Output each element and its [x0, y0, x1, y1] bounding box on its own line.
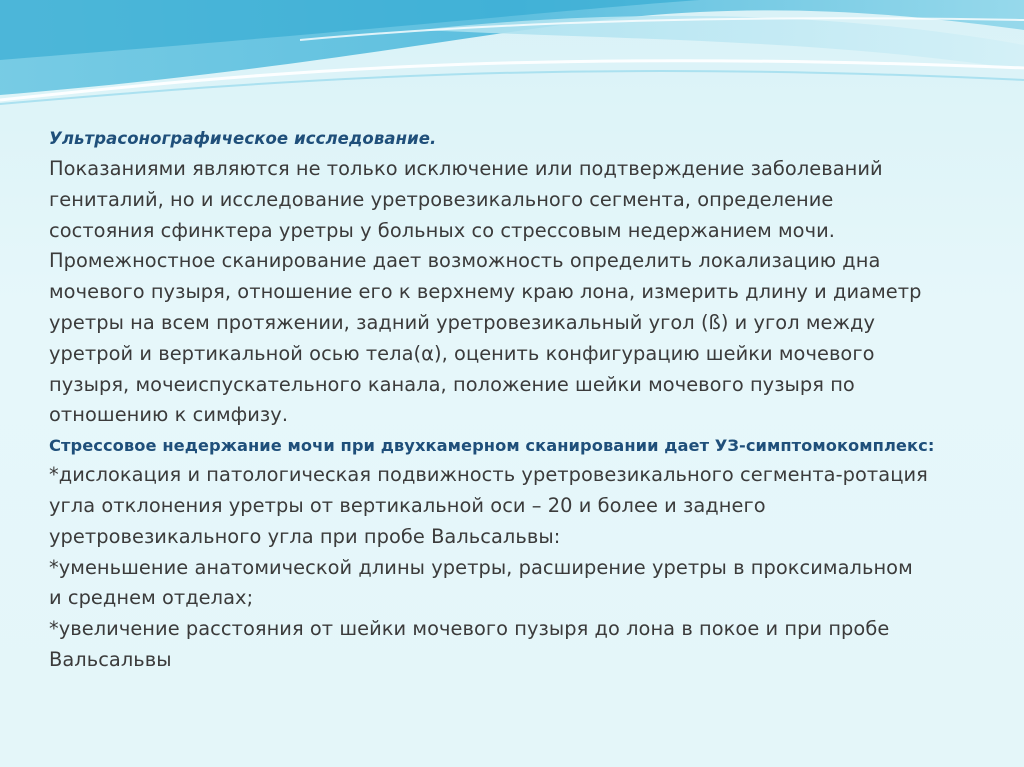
paragraph-line: мочевого пузыря, отношение его к верхнему краю лона, измерить длину и диаметр	[49, 280, 922, 304]
list-item-line: *увеличение расстояния от шейки мочевого пузыря до лона в покое и при пробе	[49, 617, 890, 641]
main-paragraph	[49, 154, 999, 431]
list-item-line: угла отклонения уретры от вертикальной оси – 20 и более и заднего	[49, 493, 766, 517]
list-item-line: Вальсальвы	[49, 647, 172, 671]
paragraph-line: уретры на всем протяжении, задний уретровезикальный угол (ß) и угол между	[49, 310, 876, 334]
subheading: Стрессовое недержание мочи при двухкамерном сканировании дает УЗ-симптомокомплекс:	[49, 436, 935, 456]
slide-content	[49, 124, 999, 676]
list-item-line: *уменьшение анатомической длины уретры, расширение уретры в проксимальном	[49, 555, 913, 579]
list-item-line: уретровезикального угла при пробе Вальсальвы:	[49, 524, 561, 548]
list-item-line: и среднем отделах;	[49, 586, 254, 610]
paragraph-line: гениталий, но и исследование уретровезикального сегмента, определение	[49, 187, 834, 211]
paragraph-line: Показаниями являются не только исключение или подтверждение заболеваний	[49, 157, 883, 180]
paragraph-line: уретрой и вертикальной осью тела(α), оценить конфигурацию шейки мочевого	[49, 341, 875, 365]
slide-title: Ультрасонографическое исследование.	[49, 129, 437, 148]
wave-decoration	[0, 0, 1024, 130]
paragraph-line: пузыря, мочеиспускательного канала, положение шейки мочевого пузыря по	[49, 372, 855, 396]
symptom-list	[49, 460, 999, 676]
paragraph-line: отношению к симфизу.	[49, 403, 289, 427]
paragraph-line: состояния сфинктера уретры у больных со стрессовым недержанием мочи.	[49, 218, 835, 242]
list-item-line: *дислокация и патологическая подвижность уретровезикального сегмента-ротация	[49, 463, 928, 487]
paragraph-line: Промежностное сканирование дает возможность определить локализацию дна	[49, 249, 881, 273]
